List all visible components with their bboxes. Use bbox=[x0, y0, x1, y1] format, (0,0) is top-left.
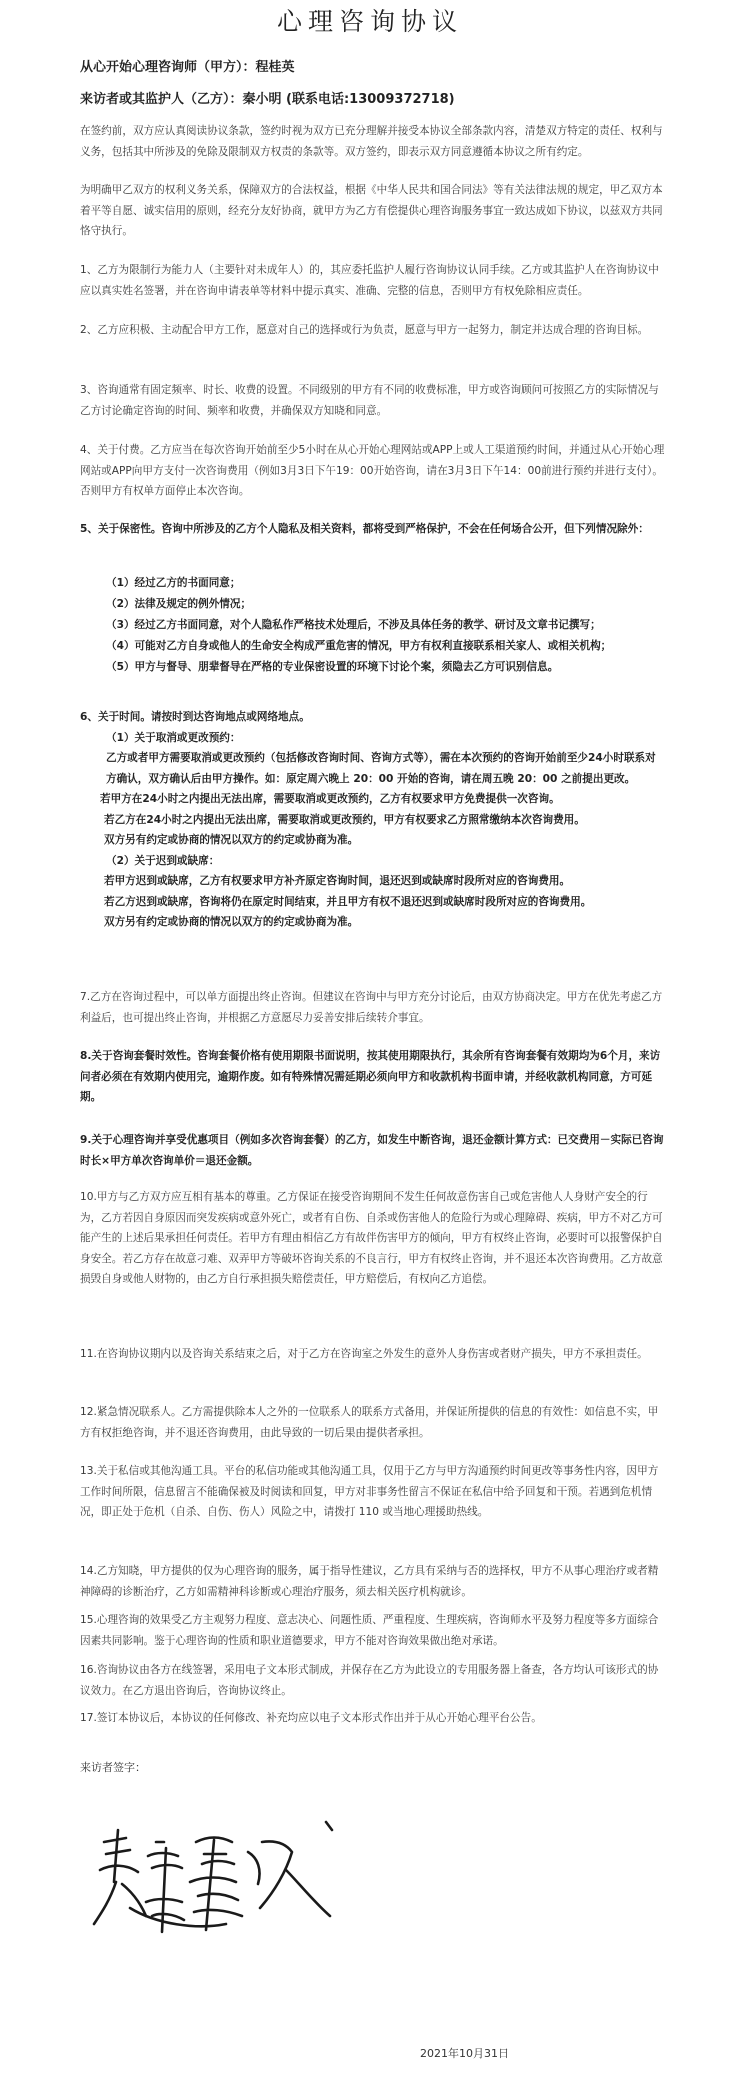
clause-7: 7.乙方在咨询过程中，可以单方面提出终止咨询。但建议在咨询中与甲方充分讨论后，由双方协商决定。甲方在优先考虑乙方利益后，也可提出终止咨询，并根据乙方意愿尽力妥善安排后续转介事宜。 bbox=[80, 991, 663, 1024]
clause-16: 16.咨询协议由各方在线签署，采用电子文本形式制成，并保存在乙方为此设立的专用服务器上备查，各方均认可该形式的协议效力。在乙方退出咨询后，咨询协议终止。 bbox=[80, 1664, 659, 1697]
party-b: 来访者或其监护人（乙方）：秦小明 (联系电话:13009372718) bbox=[80, 92, 455, 107]
clause-10: 10.甲方与乙方双方应互相有基本的尊重。乙方保证在接受咨询期间不发生任何故意伤害自己或危害他人人身财产安全的行为，乙方若因自身原因而突发疾病或意外死亡，或者有自伤、自杀或伤害他人的危险行为或心理障碍、疾病，甲方不对乙方可能产生的上述后果承担任何责任。若甲方有理由相信乙方有故伴伤害甲方的倾向，甲方有权终止咨询，必要时可以报警保护自身安全。若乙方存在故意刁难、双弄甲方等破坏咨询关系的不良言行，甲方有权终止咨询，并不退还本次咨询费用。乙方故意损毁自身或他人财物的，由乙方自行承担损失赔偿责任，甲方赔偿后，有权向乙方追偿。 bbox=[80, 1191, 663, 1285]
party-a: 从心开始心理咨询师（甲方）：程桂英 bbox=[80, 60, 295, 75]
clause-6-line: 若甲方迟到或缺席，乙方有权要求甲方补齐原定咨询时间，退还迟到或缺席时段所对应的咨询费用。 bbox=[104, 875, 571, 887]
clause-3: 3、咨询通常有固定频率、时长、收费的设置。不同级别的甲方有不同的收费标准，甲方或咨询顾问可按照乙方的实际情况与乙方讨论确定咨询的时间、频率和收费，并确保双方知晓和同意。 bbox=[80, 384, 659, 417]
clause-4: 4、关于付费。乙方应当在每次咨询开始前至少5小时在从心开始心理网站或APP上或人工渠道预约时间，并通过从心开始心理网站或APP向甲方支付一次咨询费用（例如3月3日下午19：00开始咨询，请在3月3日下午14：00前进行预约并进行支付）。否则甲方有权单方面停止本次咨询。 bbox=[80, 444, 665, 497]
intro-paragraph-1: 在签约前，双方应认真阅读协议条款，签约时视为双方已充分理解并接受本协议全部条款内容，清楚双方特定的责任、权利与义务，包括其中所涉及的免除及限制双方权责的条款等。双方签约，即表示双方同意遵循本协议之所有约定。 bbox=[80, 125, 663, 158]
clause-17: 17.签订本协议后，本协议的任何修改、补充均应以电子文本形式作出并于从心开始心理平台公告。 bbox=[80, 1712, 542, 1724]
clause-1: 1、乙方为限制行为能力人（主要针对未成年人）的，其应委托监护人履行咨询协议认同手续。乙方或其监护人在咨询协议中应以真实姓名签署，并在咨询申请表单等材料中提示真实、准确、完整的信息，否则甲方有权免除相应责任。 bbox=[80, 264, 659, 297]
visitor-signature bbox=[86, 1812, 356, 1962]
clause-6-line: 乙方或者甲方需要取消或更改预约（包括修改咨询时间、咨询方式等），需在本次预约的咨询开始前至少24小时联系对方确认，双方确认后由甲方操作。如：原定周六晚上 20：00 开始的咨询，请在周五晚 20：00 之前提出更改。 bbox=[106, 752, 656, 785]
signing-date: 2021年10月31日 bbox=[420, 2047, 509, 2060]
document-title: 心理咨询协议 bbox=[276, 7, 463, 36]
clause-2: 2、乙方应积极、主动配合甲方工作，愿意对自己的选择或行为负责，愿意与甲方一起努力，制定并达成合理的咨询目标。 bbox=[80, 324, 649, 336]
signature-label: 来访者签字： bbox=[80, 1761, 146, 1774]
clause-6 bbox=[80, 707, 666, 933]
clause-6-sub-heading: （2）关于迟到或缺席： bbox=[106, 854, 220, 867]
clause-6-line: 若乙方在24小时之内提出无法出席，需要取消或更改预约，甲方有权要求乙方照常缴纳本次咨询费用。 bbox=[104, 813, 585, 826]
clause-5-item: （2）法律及规定的例外情况； bbox=[106, 598, 252, 610]
clause-6-line: 若甲方在24小时之内提出无法出席，需要取消或更改预约，乙方有权要求甲方免费提供一次咨询。 bbox=[100, 793, 560, 805]
clause-5-item: （3）经过乙方书面同意，对个人隐私作严格技术处理后，不涉及具体任务的教学、研讨及文章书记撰写； bbox=[106, 619, 601, 631]
clause-5-item: （5）甲方与督导、朋辈督导在严格的专业保密设置的环境下讨论个案，须隐去乙方可识别信息。 bbox=[106, 661, 559, 673]
clause-6-line: 双方另有约定或协商的情况以双方的约定或协商为准。 bbox=[104, 834, 359, 846]
clause-5-heading: 5、关于保密性。咨询中所涉及的乙方个人隐私及相关资料，都将受到严格保护，不会在任何场合公开，但下列情况除外： bbox=[80, 523, 649, 535]
clause-6-sub-heading: （1）关于取消或更改预约： bbox=[106, 731, 241, 744]
clause-6-line: 双方另有约定或协商的情况以双方的约定或协商为准。 bbox=[104, 916, 359, 928]
clause-12: 12.紧急情况联系人。乙方需提供除本人之外的一位联系人的联系方式备用，并保证所提供的信息的有效性：如信息不实，甲方有权拒绝咨询，并不退还咨询费用，由此导致的一切后果由提供者承担。 bbox=[80, 1406, 659, 1439]
clause-5-list bbox=[80, 573, 666, 678]
intro-paragraph-2: 为明确甲乙双方的权利义务关系，保障双方的合法权益，根据《中华人民共和国合同法》等有关法律法规的规定，甲乙双方本着平等自愿、诚实信用的原则，经充分友好协商，就甲方为乙方有偿提供心理咨询服务事宜一致达成如下协议，以兹双方共同恪守执行。 bbox=[80, 184, 663, 237]
clause-14: 14.乙方知晓，甲方提供的仅为心理咨询的服务，属于指导性建议，乙方具有采纳与否的选择权，甲方不从事心理治疗或者精神障碍的诊断治疗，乙方如需精神科诊断或心理治疗服务，须去相关医疗机构就诊。 bbox=[80, 1565, 659, 1598]
clause-11: 11.在咨询协议期内以及咨询关系结束之后，对于乙方在咨询室之外发生的意外人身伤害或者财产损失，甲方不承担责任。 bbox=[80, 1348, 648, 1360]
clause-6-heading: 6、关于时间。请按时到达咨询地点或网络地点。 bbox=[80, 711, 310, 723]
clause-15: 15.心理咨询的效果受乙方主观努力程度、意志决心、问题性质、严重程度、生理疾病，咨询师水平及努力程度等多方面综合因素共同影响。鉴于心理咨询的性质和职业道德要求，甲方不能对咨询效果做出绝对承诺。 bbox=[80, 1614, 659, 1647]
clause-9: 9.关于心理咨询并享受优惠项目（例如多次咨询套餐）的乙方，如发生中断咨询，退还金额计算方式：已交费用－实际已咨询时长×甲方单次咨询单价＝退还金额。 bbox=[80, 1134, 664, 1167]
clause-5-item: （1）经过乙方的书面同意； bbox=[106, 577, 241, 589]
clause-8: 8.关于咨询套餐时效性。咨询套餐价格有使用期限书面说明，按其使用期限执行，其余所有咨询套餐有效期均为6个月，来访问者必须在有效期内使用完，逾期作废。如有特殊情况需延期必须向甲方和收款机构书面申请，并经收款机构同意，方可延期。 bbox=[80, 1050, 661, 1103]
clause-6-line: 若乙方迟到或缺席，咨询将仍在原定时间结束，并且甲方有权不退还迟到或缺席时段所对应的咨询费用。 bbox=[104, 895, 592, 908]
clause-5-item: （4）可能对乙方自身或他人的生命安全构成严重危害的情况，甲方有权利直接联系相关家人、或相关机构； bbox=[106, 640, 612, 652]
clause-13: 13.关于私信或其他沟通工具。平台的私信功能或其他沟通工具，仅用于乙方与甲方沟通预约时间更改等事务性内容，因甲方工作时间所限，信息留言不能确保被及时阅读和回复，甲方对非事务性留言不保证在私信中给予回复和干预。若遇到危机情况，即正处于危机（自杀、自伤、伤人）风险之中，请拨打 110 或当地心理援助热线。 bbox=[80, 1465, 659, 1518]
